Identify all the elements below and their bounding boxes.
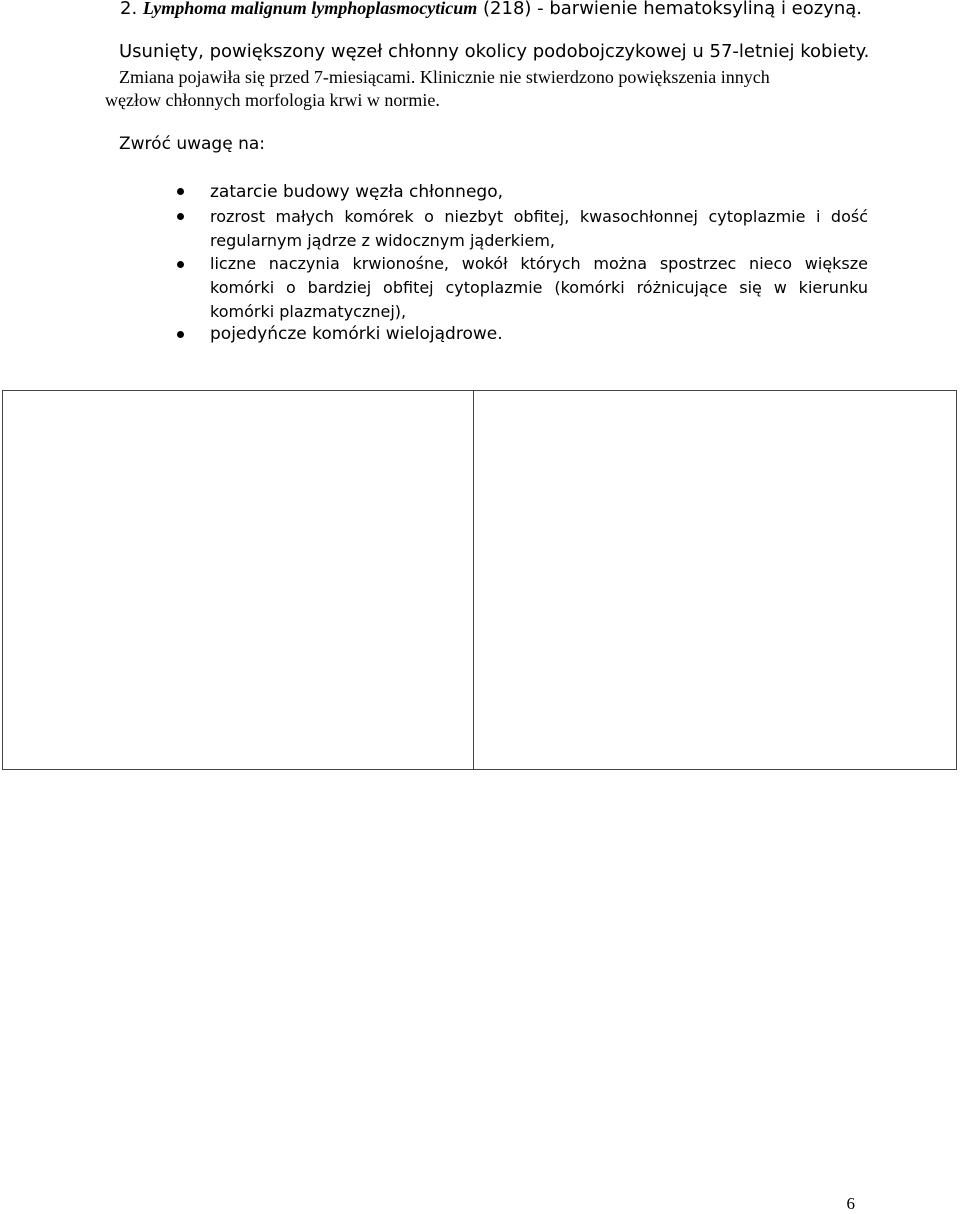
list-item: liczne naczynia krwionośne, wokół których można spostrzec nieco większe komórki o bardziej obfitej cytoplazmie (komórki różnicujące się w kierunku komórki plazmatycznej),	[210, 254, 868, 321]
bullet-dot-icon	[177, 261, 184, 268]
section-heading	[120, 0, 940, 20]
description-line-2: Zmiana pojawiła się przed 7-miesiącami. Klinicznie nie stwierdzono powiększenia innych	[119, 67, 770, 87]
list-item: pojedyńcze komórki wielojądrowe.	[210, 324, 503, 344]
description-line-1: Usunięty, powiększony węzeł chłonny okolicy podobojczykowej u 57-letniej kobiety.	[119, 41, 870, 62]
section-title: Lymphoma malignum lymphoplasmocyticum	[142, 0, 478, 18]
section-number: 2.	[120, 0, 138, 19]
image-panel-left	[3, 391, 474, 769]
list-item: zatarcie budowy węzła chłonnego,	[210, 182, 503, 202]
bullet-dot-icon	[177, 188, 184, 195]
page-number: 6	[846, 1194, 855, 1213]
bullet-dot-icon	[177, 331, 184, 338]
description-line-3: węzłow chłonnych morfologia krwi w normie.	[105, 90, 440, 110]
image-panel-right	[474, 391, 956, 769]
section-title-suffix: (218) - barwienie hematoksyliną i eozyną.	[483, 0, 863, 19]
attention-label: Zwróć uwagę na:	[119, 134, 265, 154]
list-item: rozrost małych komórek o niezbyt obfitej, kwasochłonnej cytoplazmie i dość regularnym jądrze z widocznym jąderkiem,	[210, 207, 868, 250]
image-frame	[2, 390, 957, 770]
bullet-dot-icon	[177, 213, 184, 220]
